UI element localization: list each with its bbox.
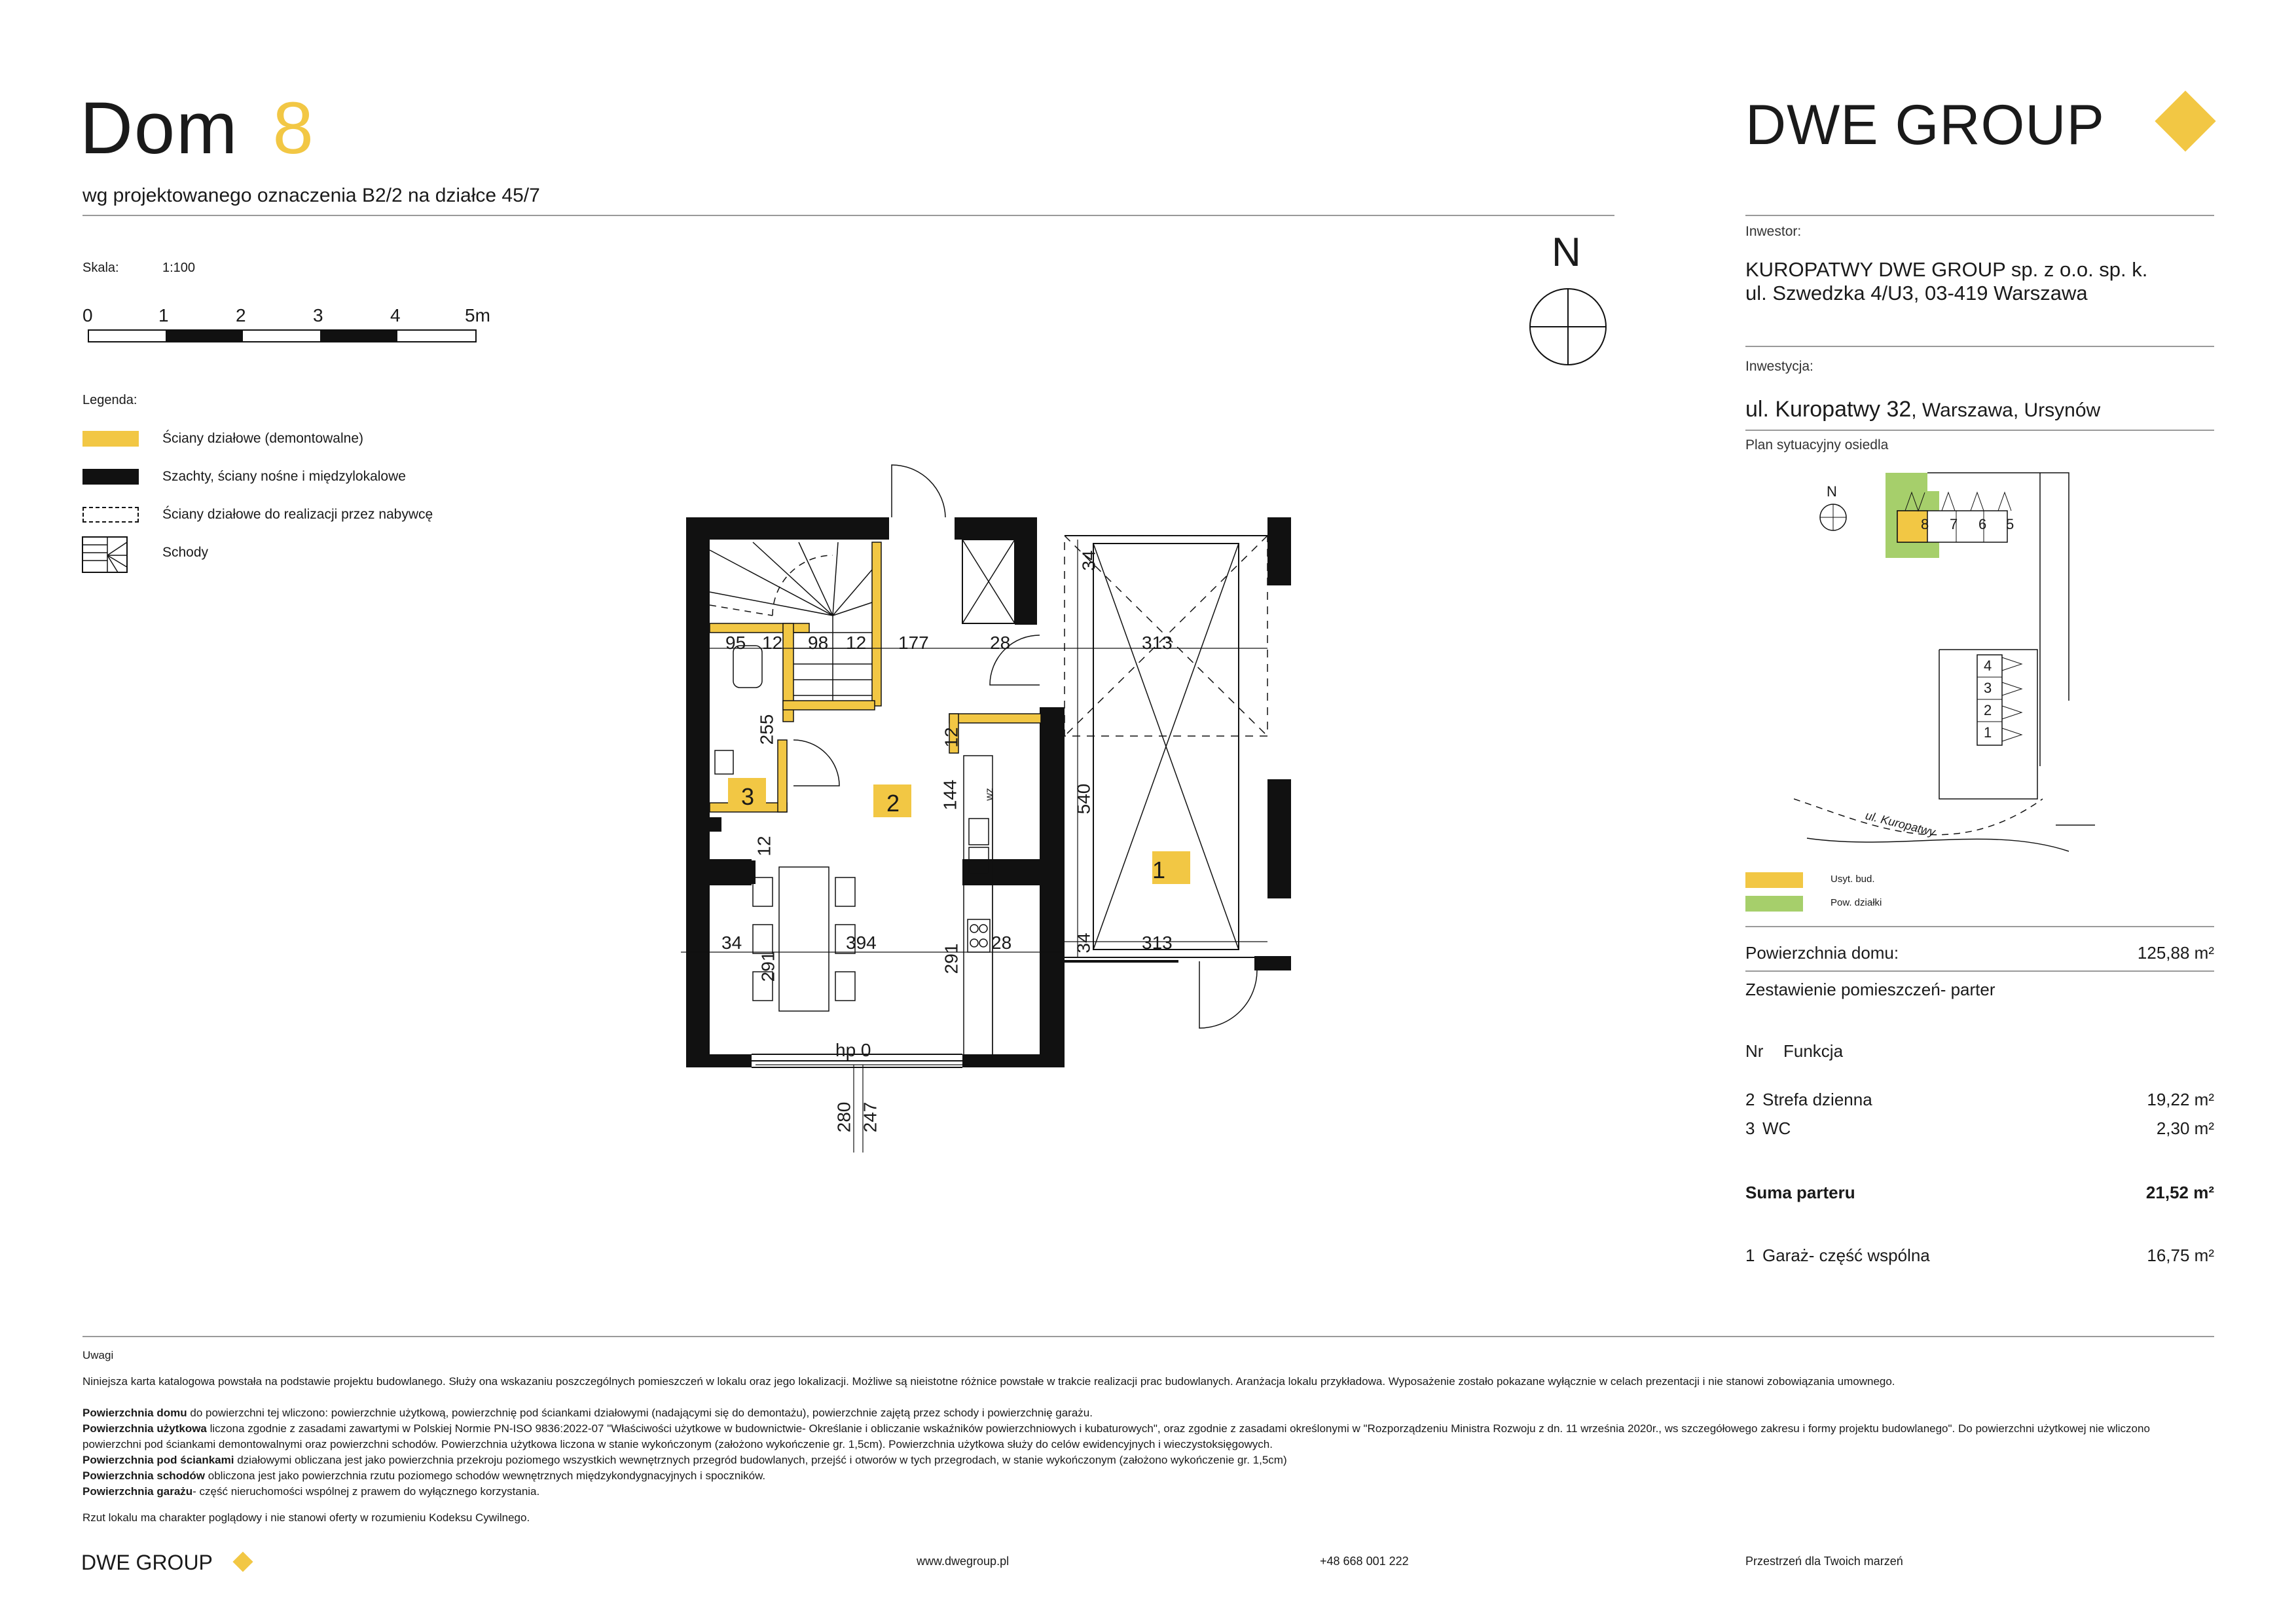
floor-plan — [681, 452, 1303, 1159]
notes-disclaimer: Rzut lokalu ma charakter poglądowy i nie stanowi oferty w rozumieniu Kodeksu Cywilnego. — [82, 1511, 530, 1524]
legend-swatch-yellow — [82, 431, 139, 447]
brand-diamond-icon — [2155, 90, 2215, 151]
title-text: Dom — [80, 87, 239, 169]
legend-title: Legenda: — [82, 393, 137, 407]
dimension: 144 — [939, 779, 960, 811]
scale-tick: 2 — [236, 305, 246, 325]
note-text: liczona zgodnie z zasadami zawartymi w Polskiej Normie PN-ISO 9836:2022-07 "Właściwości użytkowe w budownictwie- Określanie i obliczanie wskaźników powierzchniowych i kubaturowych", oraz zgodnie z zasadami określonymi w "Rozporządzeniu Ministra Rozwoju z dn. 11 września 2020r., ws szczegółowego zakresu i formy projektu budowlanego". Do powierzchni użytkowej nie wliczono powierzchni pod ściankami demontowalnymi oraz powierzchni schodów. Powierzchnia użytkowa liczona w stanie wykończonym (założono wykończenie gr. 1,5cm). Powierzchnia użytkowa służy do celów ewidencyjnych i wieczystoksięgowych. — [82, 1422, 2150, 1450]
site-north-label: N — [1827, 483, 1837, 500]
room-area: 2,30 m² — [2156, 1118, 2214, 1138]
investment-street: ul. Kuropatwy 32 — [1745, 397, 1912, 422]
dimension: 34 — [1073, 932, 1094, 953]
room-name: Strefa dzienna — [1762, 1090, 1872, 1109]
sum-label: Suma parteru — [1745, 1183, 1855, 1202]
site-house: 8 — [1921, 516, 1929, 532]
footer-logo: DWE GROUP — [81, 1551, 213, 1574]
dimension: 291 — [757, 951, 778, 982]
dimension: 313 — [1142, 633, 1173, 653]
sum-value: 21,52 m² — [2145, 1183, 2214, 1202]
note-usable-area — [82, 1421, 2204, 1452]
dimension: 12 — [941, 727, 962, 748]
site-house: 1 — [1984, 724, 1992, 741]
site-legend-swatch-green — [1745, 896, 1803, 912]
col-func: Funkcja — [1783, 1041, 1844, 1061]
street-label: ul. Kuropatwy — [1864, 809, 1937, 839]
compass-icon — [1527, 286, 1609, 368]
investment-address — [1745, 397, 2100, 422]
footer-diamond-icon — [232, 1551, 253, 1572]
site-house: 5 — [2006, 516, 2014, 532]
dimension: 12 — [846, 633, 867, 653]
dimension: 255 — [756, 714, 777, 745]
room-name: WC — [1762, 1118, 1791, 1138]
investment-label: Inwestycja: — [1745, 359, 1813, 374]
dimension: 95 — [725, 633, 746, 653]
legend-label: Ściany działowe (demontowalne) — [162, 431, 363, 446]
note-text: do powierzchni tej wliczono: powierzchnie użytkową, powierzchnię pod ściankami działowymi (nadającymi się do demontażu), powierzchnie zajętą przez schody i powierzchnię garażu. — [187, 1407, 1093, 1419]
site-legend-label: Pow. działki — [1831, 897, 1882, 908]
dimension: 12 — [762, 633, 783, 653]
note-stairs-area — [82, 1468, 2204, 1484]
page-title — [80, 87, 315, 169]
scale-bar — [88, 329, 478, 344]
room-label-2: 2 — [886, 790, 900, 817]
scale-tick: 1 — [158, 305, 169, 325]
area-label: Powierzchnia domu: — [1745, 943, 1899, 963]
dimension: 177 — [898, 633, 929, 653]
site-legend-swatch-yellow — [1745, 872, 1803, 888]
rp-divider — [1745, 215, 2214, 216]
dimension: 280 — [833, 1101, 854, 1133]
room-nr: 2 — [1745, 1090, 1755, 1109]
compass-north-label: N — [1552, 230, 1581, 275]
site-house: 3 — [1984, 680, 1992, 696]
legend-swatch-black — [82, 469, 139, 485]
note-walls-area — [82, 1452, 2204, 1468]
notes-paragraph: Niniejsza karta katalogowa powstała na podstawie projektu budowlanego. Służy ona wskazaniu poszczególnych pomieszczeń w lokalu oraz jego lokalizacji. Możliwe są nieistotne różnice powstałe w trakcie realizacji prac budowlanych. Aranżacja lokalu przykładowa. Wyposażenie zostało pokazane wyłącznie w celach prezentacji i nie stanowi zobowiązania umownego. — [82, 1375, 1895, 1388]
rp-divider — [1745, 346, 2214, 347]
note-term: Powierzchnia użytkowa — [82, 1422, 207, 1435]
legend-label: Ściany działowe do realizacji przez nabywcę — [162, 507, 433, 522]
investor-address: ul. Szwedzka 4/U3, 03-419 Warszawa — [1745, 282, 2088, 304]
note-garage-area — [82, 1484, 2204, 1500]
note-term: Powierzchnia garażu — [82, 1485, 193, 1498]
garage-name: Garaż- część wspólna — [1762, 1246, 1930, 1265]
garage-area: 16,75 m² — [2147, 1246, 2214, 1265]
legend-label: Schody — [162, 545, 209, 560]
dimension: 540 — [1073, 783, 1094, 815]
footer-slogan: Przestrzeń dla Twoich marzeń — [1745, 1555, 1903, 1568]
site-plan-map — [1794, 458, 2095, 864]
site-house: 6 — [1978, 516, 1987, 532]
footer-website[interactable]: www.dwegroup.pl — [917, 1555, 1010, 1568]
dimension: 34 — [1078, 550, 1099, 571]
scale-tick: 5m — [465, 305, 490, 325]
dimension: 98 — [808, 633, 829, 653]
investor-label: Inwestor: — [1745, 224, 1802, 239]
note-term: Powierzchnia pod ściankami — [82, 1454, 234, 1466]
header-divider — [82, 215, 1614, 216]
note-text: - część nieruchomości wspólnej z prawem do wyłącznego korzystania. — [192, 1485, 540, 1498]
scale-ticks — [82, 305, 501, 331]
room-label-3: 3 — [741, 783, 755, 810]
notes-definitions — [82, 1405, 2204, 1500]
dimension: 394 — [846, 932, 877, 953]
scale-value: 1:100 — [162, 261, 196, 275]
scale-tick: 3 — [313, 305, 323, 325]
dimension: 34 — [721, 932, 742, 953]
garage-nr: 1 — [1745, 1246, 1755, 1265]
dimension: 247 — [860, 1101, 881, 1133]
site-house: 2 — [1984, 702, 1992, 718]
note-house-area — [82, 1405, 2204, 1421]
brand-logo: DWE GROUP — [1745, 94, 2105, 157]
room-nr: 3 — [1745, 1118, 1755, 1138]
room-label-1: 1 — [1152, 857, 1166, 883]
dimension: 291 — [941, 943, 962, 974]
rp-divider — [1745, 430, 2214, 431]
note-text: działowymi obliczana jest jako powierzchnia przekroju poziomego wszystkich wewnętrznych przegród budowlanych, przejść i otworów w tych przegrodach, w stanie wykończonym (założono wykończenie gr. 1,5cm) — [234, 1454, 1287, 1466]
site-house: 4 — [1984, 657, 1992, 674]
notes-title: Uwagi — [82, 1349, 114, 1361]
dimension: 28 — [990, 633, 1011, 653]
rp-divider — [1745, 926, 2214, 927]
site-plan-label: Plan sytuacyjny osiedla — [1745, 437, 1889, 452]
room-area: 19,22 m² — [2147, 1090, 2214, 1109]
notes-divider — [82, 1336, 2214, 1337]
legend-label: Szachty, ściany nośne i międzylokalowe — [162, 469, 406, 484]
scale-tick: 4 — [390, 305, 401, 325]
scale-tick: 0 — [82, 305, 93, 325]
dimension: 28 — [991, 932, 1012, 953]
kitchen-label: wz — [983, 788, 995, 801]
level-mark: hp 0 — [835, 1040, 871, 1060]
rp-divider — [1745, 970, 2214, 972]
rooms-title: Zestawienie pomieszczeń- parter — [1745, 980, 1995, 999]
note-term: Powierzchnia schodów — [82, 1469, 206, 1482]
house-number: 8 — [272, 87, 315, 169]
investment-city: , Warszawa, Ursynów — [1911, 399, 2101, 421]
site-legend-label: Usyt. bud. — [1831, 874, 1875, 885]
dimension: 12 — [754, 836, 774, 857]
stairs-icon — [81, 536, 128, 574]
note-text: obliczona jest jako powierzchnia rzutu poziomego schodów wewnętrznych międzykondygnacyjnych i spoczników. — [205, 1469, 766, 1482]
site-house: 7 — [1950, 516, 1958, 532]
investor-name: KUROPATWY DWE GROUP sp. z o.o. sp. k. — [1745, 258, 2148, 281]
footer-phone[interactable]: +48 668 001 222 — [1320, 1555, 1409, 1568]
legend-swatch-dashed — [82, 507, 139, 523]
scale-label: Skala: — [82, 261, 119, 275]
col-nr: Nr — [1745, 1041, 1764, 1061]
area-value: 125,88 m² — [2137, 943, 2214, 963]
note-term: Powierzchnia domu — [82, 1407, 187, 1419]
dimension: 313 — [1142, 932, 1173, 953]
page-subtitle: wg projektowanego oznaczenia B2/2 na działce 45/7 — [82, 185, 540, 206]
